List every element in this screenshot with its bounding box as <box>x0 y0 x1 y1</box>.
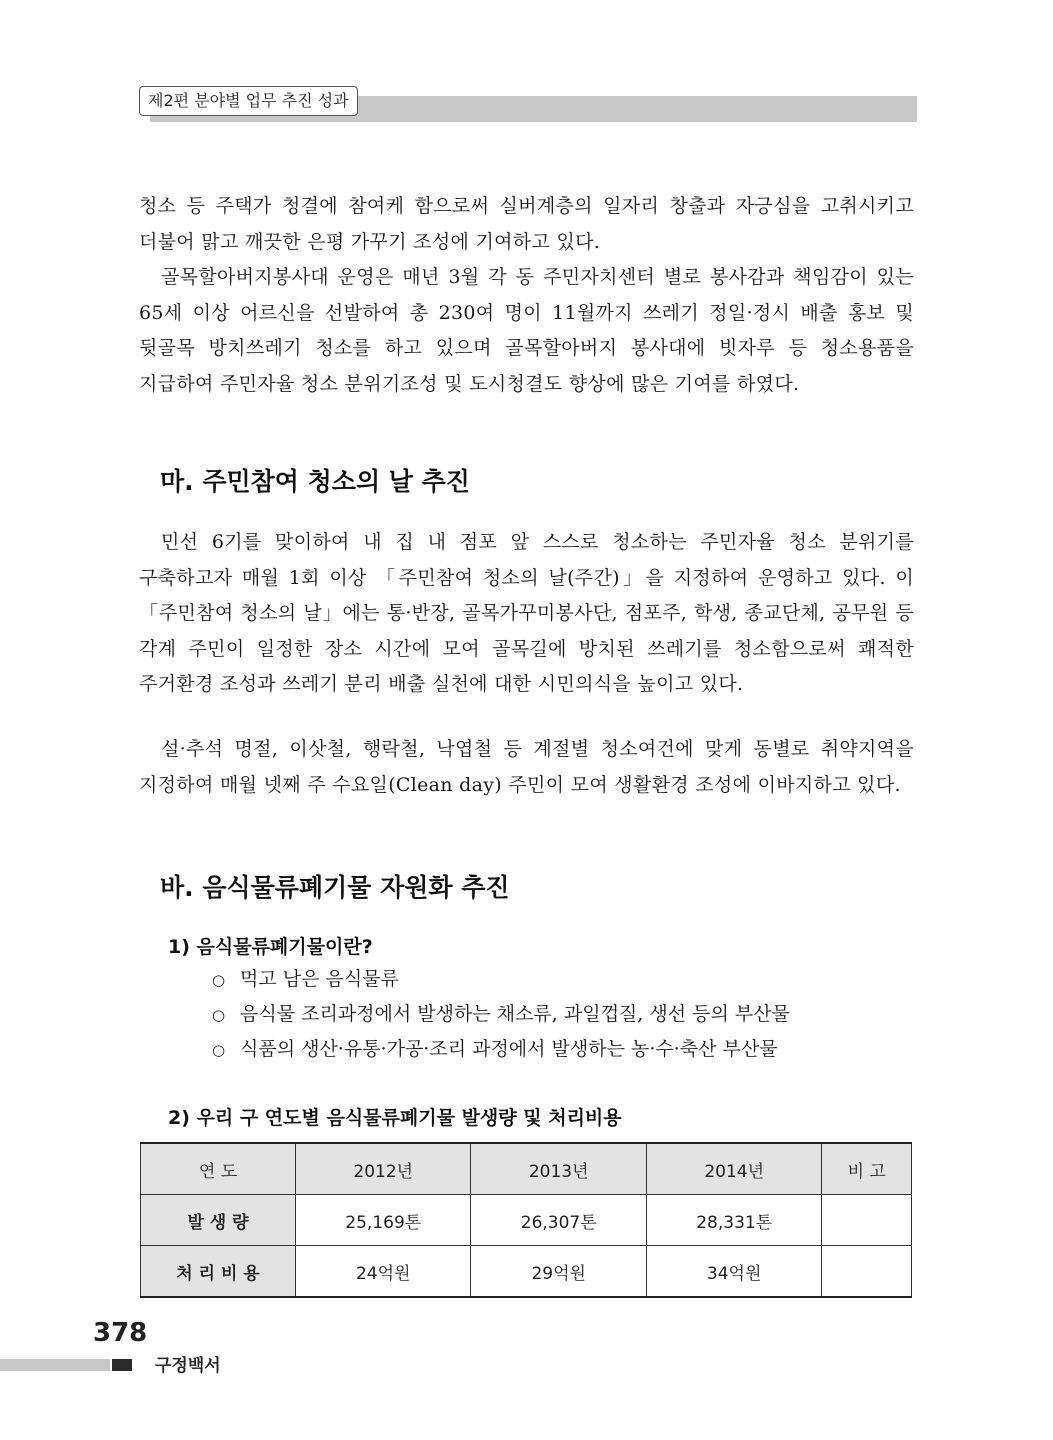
heading-ba: 바. 음식물류폐기물 자원화 추진 <box>160 873 510 902</box>
subheading-2: 2) 우리 구 연도별 음식물류폐기물 발생량 및 처리비용 <box>168 1107 622 1129</box>
list-item: ○ 식품의 생산·유통·가공·조리 과정에서 발생하는 농·수·축산 부산물 <box>212 1032 790 1067</box>
table-cell: 34억원 <box>646 1246 821 1298</box>
table-cell: 26,307톤 <box>471 1195 646 1246</box>
page-number: 378 <box>93 1318 148 1348</box>
bullet-list <box>212 962 790 1067</box>
table-row <box>141 1246 912 1298</box>
paragraph-2: 골목할아버지봉사대 운영은 매년 3월 각 동 주민자치센터 별로 봉사감과 책임감이 있는 65세 이상 어르신을 선발하여 총 230여 명이 11월까지 쓰레기 정일·정시 배출 홍보 및 뒷골목 방치쓰레기 청소를 하고 있으며 골목할아버지 봉사대에 빗자루 등 청소용품을 지급하여 주민자율 청소 분위기조성 및 도시청결도 향상에 많은 기여를 하였다. <box>139 266 914 395</box>
circle-bullet-icon: ○ <box>212 971 226 989</box>
header-cell: 2013년 <box>471 1143 646 1195</box>
footer-bar <box>0 1359 110 1371</box>
header-cell: 비 고 <box>822 1143 912 1195</box>
list-item: ○ 음식물 조리과정에서 발생하는 채소류, 과일껍질, 생선 등의 부산물 <box>212 997 790 1032</box>
paragraph-3: 민선 6기를 맞이하여 내 집 내 점포 앞 스스로 청소하는 주민자율 청소 분위기를 구축하고자 매월 1회 이상 「주민참여 청소의 날(주간)」을 지정하여 운영하고 있다. 이 「주민참여 청소의 날」에는 통·반장, 골목가꾸미봉사단, 점포주, 학생, 종교단체, 공무원 등 각계 주민이 일정한 장소 시간에 모여 골목길에 방치된 쓰레기를 청소함으로써 쾌적한 주거환경 조성과 쓰레기 분리 배출 실천에 대한 시민의식을 높이고 있다. <box>139 531 914 695</box>
table-cell: 25,169톤 <box>296 1195 471 1246</box>
table-cell <box>822 1195 912 1246</box>
circle-bullet-icon: ○ <box>212 1006 226 1024</box>
list-item: ○ 먹고 남은 음식물류 <box>212 962 790 997</box>
header-cell: 2012년 <box>296 1143 471 1195</box>
waste-data-table <box>140 1142 912 1298</box>
paragraph-1: 청소 등 주택가 청결에 참여케 함으로써 실버계층의 일자리 창출과 자긍심을 고취시키고 더불어 맑고 깨끗한 은평 가꾸기 조성에 기여하고 있다. <box>139 195 914 253</box>
header-cell: 2014년 <box>646 1143 821 1195</box>
table-cell: 28,331톤 <box>646 1195 821 1246</box>
row-label: 발 생 량 <box>141 1195 296 1246</box>
heading-ma: 마. 주민참여 청소의 날 추진 <box>160 467 470 496</box>
row-label: 처 리 비 용 <box>141 1246 296 1298</box>
table-cell: 24억원 <box>296 1246 471 1298</box>
paragraph-4: 설·추석 명절, 이삿철, 행락철, 낙엽철 등 계절별 청소여건에 맞게 동별로 취약지역을 지정하여 매월 넷째 주 수요일(Clean day) 주민이 모여 생활환경 조성에 이바지하고 있다. <box>139 738 914 796</box>
table-header-row <box>141 1143 912 1195</box>
header-cell: 연 도 <box>141 1143 296 1195</box>
table-cell <box>822 1246 912 1298</box>
book-title: 구정백서 <box>155 1356 221 1376</box>
table-cell: 29억원 <box>471 1246 646 1298</box>
footer-square-icon <box>112 1359 132 1371</box>
subheading-1: 1) 음식물류폐기물이란? <box>168 936 373 958</box>
circle-bullet-icon: ○ <box>212 1041 226 1059</box>
section-title: 제2편 분야별 업무 추진 성과 <box>139 86 358 116</box>
table-row <box>141 1195 912 1246</box>
